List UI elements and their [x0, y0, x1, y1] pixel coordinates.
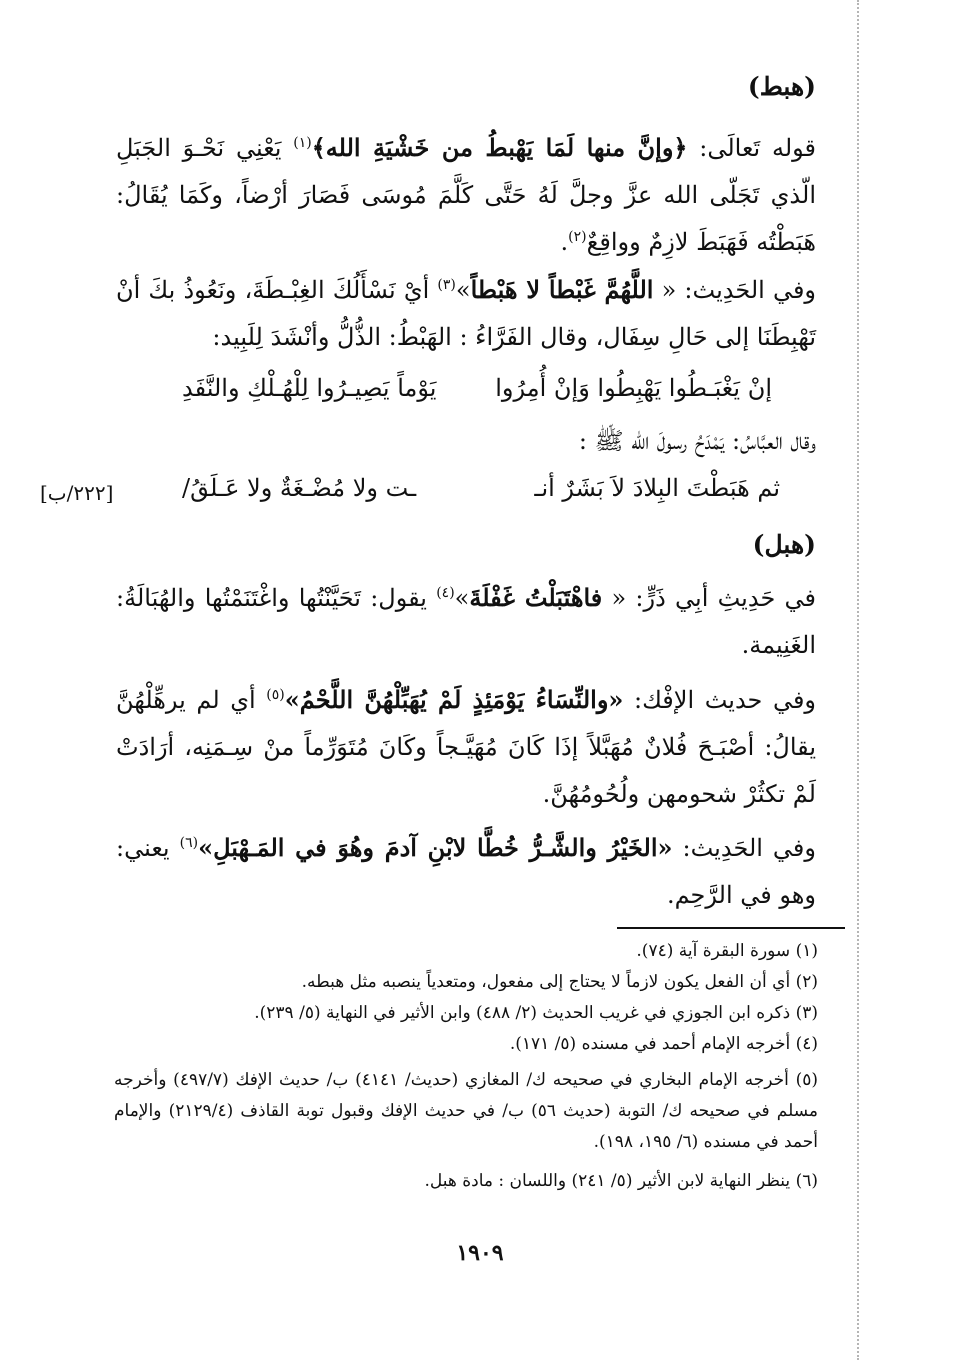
footnote-ref-4[interactable]: (٤) [436, 585, 455, 601]
footnote-divider [617, 927, 845, 929]
footnote-ref-3[interactable]: (٣) [437, 277, 456, 293]
page-number: ١٩٠٩ [456, 1240, 504, 1266]
manuscript-folio-marker: [٢٢٢/ب] [40, 481, 114, 505]
footnote-ref-6[interactable]: (٦) [179, 835, 199, 851]
footnote-6: (٦) ينظر النهاية لابن الأثير (٥/ ٢٤١) واللسان : مادة هبل. [424, 1171, 818, 1191]
verse-2-first-hemistich: ثم هَبَطْتَ البِلادَ لاَ بَشَرٌ أنـ [534, 474, 780, 502]
verse-1-first-hemistich: إنْ يَغْبَـطُوا يَهْبِطُوا وَإنْ أُمِرُوا [495, 374, 772, 402]
footnote-2: (٢) أي أن الفعل يكون لازماً لا يحتاج إلى مفعول، ومتعدياً ينصبه مثل هبطه. [301, 972, 818, 992]
footnote-3: (٣) ذكره ابن الجوزي في غريب الحديث (٢/ ٤٨٨) وابن الأثير في النهاية (٥/ ٢٣٩). [254, 1003, 818, 1023]
entry-heading-habala: (هبل) [752, 530, 816, 559]
footnote-1: (١) سورة البقرة آية (٧٤). [636, 941, 818, 961]
hadith-quote: «والنِّسَاءُ يَوْمَئِذٍ لَمْ يُهَبِّلْهُنَّ اللَّحْمُ» [284, 685, 624, 714]
paragraph-1: قوله تَعالَى: ﴿وإنَّ منها لَمَا يَهْبطُ من خَشْيَةِ الله﴾$^{(١)}$ يَعْنِي نَحْـوَ الجَبَلِ الّذي تَجَلّى الله عزَّ وجلَّ لَهُ حَتَّى كَلَّمَ مُوسَى فَصَارَ أرْضاً، وكَمَا يُقَالُ: هَبَطْتُه فَهَبَطَ لازِمٌ وواقِعٌ$^{(٢)}$. [116, 133, 816, 256]
footnote-5: (٥) أخرجه الإمام البخاري في صحيحه ك/ المغازي (حديث/ ٤١٤١) ب/ حديث الإفك (٤٩٧/٧) وأخرجه مسلم في صحيحه ك/ التوبة (حديث ٥٦) ب/ في حديث الإفك وقبول توبة القاذف (٢١٢٩/٤) والإمام أحمد في مسنده (٦/ ١٩٥، ١٩٨). [114, 1070, 818, 1152]
quran-quote: ﴿وإنَّ منها لَمَا يَهْبطُ من خَشْيَةِ الله﴾ [311, 133, 688, 162]
paragraph-3: في حَدِيثِ أبِي ذَرٍّ: « فاهْتَبَلْتُ غَفْلَةَ»$^{(٤)}$ يقول: تَحَيَّنْتُها واغْتَنَمْتُها والهُبَالَةُ: الغَنِيمة. [116, 583, 816, 659]
verse-1-second-hemistich: يَوْماً يَصِيـرُوا لِلْهُـلْكِ والنَّفَدِ [182, 374, 437, 402]
entry-heading-habata: (هبط) [747, 72, 816, 101]
hadith-quote: اللَّهُمَّ غَبْطاً لا هَبْطاً [470, 275, 654, 304]
hadith-quote: فاهْتَبَلْتُ غَفْلَةَ [469, 583, 603, 612]
hadith-quote: «الخَيْرُ والشَّـرُّ خُطَّا لابْنِ آدمَ وهُوَ في المَـهْبَلِ» [198, 833, 673, 862]
footnote-4: (٤) أخرجه الإمام أحمد في مسنده (٥/ ١٧١). [509, 1034, 818, 1054]
paragraph-4: وفي حديث الإفْك: «والنِّسَاءُ يَوْمَئِذٍ لَمْ يُهَبِّلْهُنَّ اللَّحْمُ»$^{(٥)}$ أي لم يرهِّلْهُنَّ يقالُ: أصْبَـحَ فُلانٌ مُهَبَّلاً إذَا كَانَ مُهَيَّـجاً وكَانَ مُتَوَرِّماً منْ سِـمَنِه، أرَادَتْ لَمْ تكثُرْ شحومهن ولُحُومُهُنَّ. [116, 685, 817, 808]
abbas-line: وقال العبَّاسُ: يَمْدَحُ رسولَ الله ﷺ : [578, 427, 816, 455]
scan-edge-dots [857, 0, 859, 1360]
paragraph-2: وفي الحَدِيث: « اللَّهُمَّ غَبْطاً لا هَبْطاً»$^{(٣)}$ أيْ نَسْأَلُكَ الغِبْـطَةَ، ونَعُوذُ بكَ أنْ تَهْبِطَنَا إلى حَالِ سِفَال، وقال الفَرَّاءُ : الهَبْطُ: الذُّلُّ وأنْشَدَ لِلَبِيد: [116, 275, 817, 351]
footnote-ref-5[interactable]: (٥) [266, 687, 285, 703]
footnote-ref-1[interactable]: (١) [293, 135, 312, 151]
verse-2-second-hemistich: ـت ولا مُضْـغَةٌ ولا عَـلَقُ/ [182, 474, 417, 502]
footnote-ref-2[interactable]: (٢) [568, 229, 587, 245]
paragraph-5: وفي الحَدِيث: «الخَيْرُ والشَّـرُّ خُطَّا لابْنِ آدمَ وهُوَ في المَـهْبَلِ»$^{(٦)}$ يعني: وهو في الرَّحِم. [116, 833, 816, 909]
